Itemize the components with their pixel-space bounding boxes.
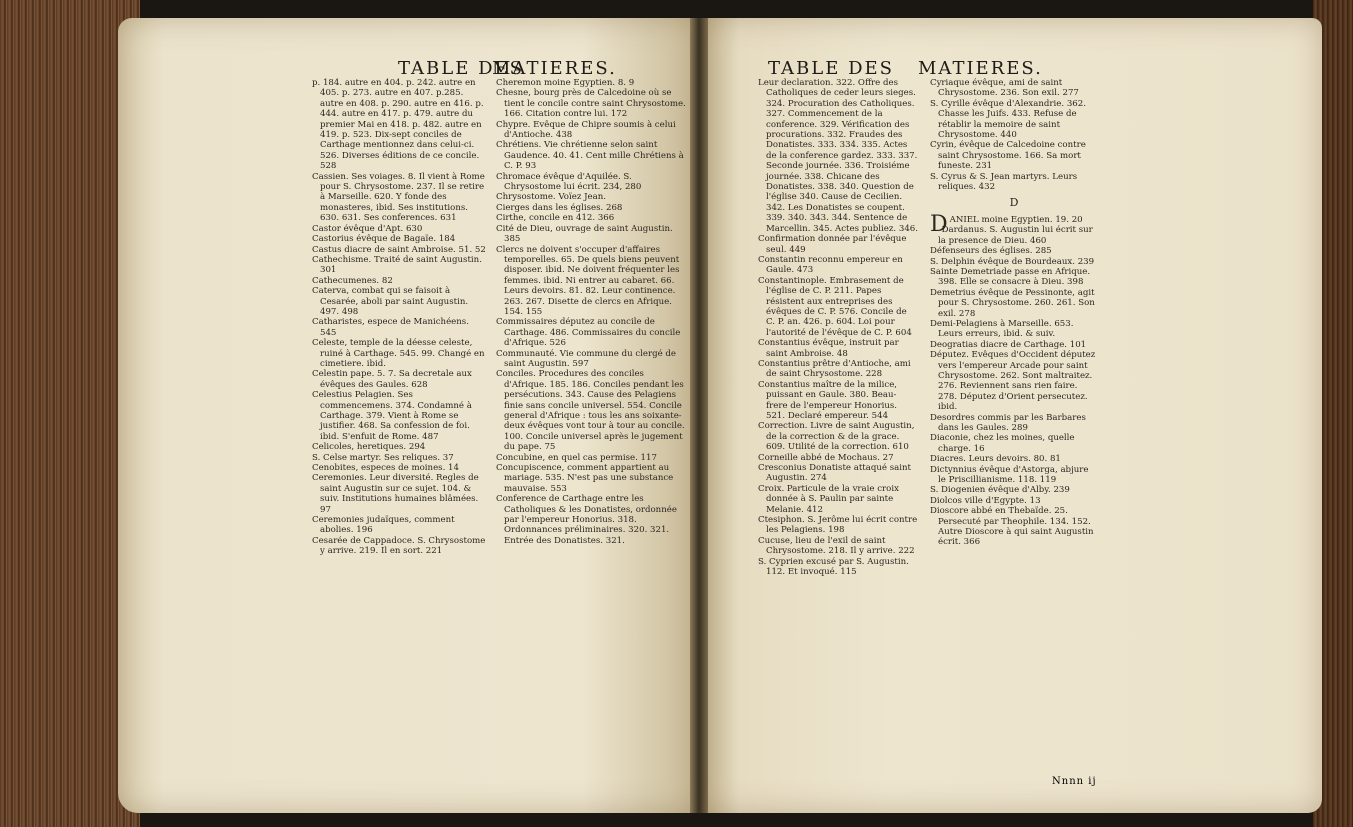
index-entry: Cirthe, concile en 412. 366 xyxy=(496,213,615,224)
index-entry: Chromace évêque d'Aquilée. S. Chrysostome lui écrit. 234, 280 xyxy=(496,171,642,193)
index-entry: Chrétiens. Vie chrétienne selon saint Gaudence. 40. 41. Cent mille Chrétiens à C. P. 93 xyxy=(496,140,684,172)
index-entry: Constantius évêque, instruit par saint Ambroise. 48 xyxy=(758,338,899,359)
index-entry: S. Cyrus & S. Jean martyrs. Leurs reliques. 432 xyxy=(930,171,1078,193)
header-left-part1: TABLE DES xyxy=(398,58,524,79)
index-entry: Clercs ne doivent s'occuper d'affaires temporelles. 65. De quels biens peuvent disposer. ibid. Ne doivent fréquenter les femmes. ibid. Ni entrer au cabaret. 66. Leurs devoirs. 81. 82. Leur continence. 263. 267. Disette de clercs en Afrique. 154. 155 xyxy=(496,244,680,317)
index-entry: Diacres. Leurs devoirs. 80. 81 xyxy=(930,454,1061,465)
index-entry: Confirmation donnée par l'évêque seul. 449 xyxy=(758,234,907,255)
index-entry: Constantinople. Embrasement de l'église de C. P. 211. Papes résistent aux entreprises des évêques de C. P. 576. Concile de C. P. an. 426. p. 604. Loi pour l'autorité de l'évêque de C. P. 604 xyxy=(758,275,912,338)
index-entry: Députez. Evêques d'Occident députez vers l'empereur Arcade pour saint Chrysostome. 262. Sont maltraitez. 276. Reviennent sans rien faire. 278. Députez d'Orient persecutez. ibid. xyxy=(930,350,1096,413)
index-entry: Cathechisme. Traité de saint Augustin. 301 xyxy=(312,254,482,276)
index-entry: Ceremonies. Leur diversité. Regles de saint Augustin sur ce sujet. 104. & suiv. Institutions humaines blâmées. 97 xyxy=(312,473,479,515)
index-entry: Demi-Pelagiens à Marseille. 653. Leurs erreurs, ibid. & suiv. xyxy=(930,318,1074,340)
index-entry: Cathecumenes. 82 xyxy=(312,275,393,286)
index-entry: Celestius Pelagien. Ses commencemens. 374. Condamné à Carthage. 379. Vient à Rome se justifier. 468. Sa confession de foi. ibid. S'enfuit de Rome. 487 xyxy=(312,390,472,442)
index-entry: Castorius évêque de Bagaïe. 184 xyxy=(312,234,456,245)
signature-mark: Nnnn ij xyxy=(1052,776,1097,787)
index-entry: Celestin pape. 5. 7. Sa decretale aux évêques des Gaules. 628 xyxy=(312,369,472,390)
index-entry: Celicoles, heretiques. 294 xyxy=(312,442,426,453)
index-entry: Leur declaration. 322. Offre des Catholiques de ceder leurs sieges. 324. Procuration des Catholiques. 327. Commencement de la conference. 329. Vérification des procurations. 332. Fraudes des Donatistes. 333. 334. 335. Actes de la conference gardez. 333. 337. Seconde journée. 336. Troisiéme journée. 338. Chicane des Donatistes. 338. 340. Question de l'église 340. Cause de Cecilien. 342. Les Donatistes se coupent. 339. 340. 343. 344. Sentence de Marcellin. 345. Actes publiez. 346. xyxy=(758,78,918,234)
book-gutter xyxy=(690,18,708,813)
index-entry: S. Delphin évêque de Bourdeaux. 239 xyxy=(930,256,1095,267)
index-entry: S. Cyrille évêque d'Alexandrie. 362. Chasse les Juifs. 433. Refuse de rétablir la memoire de saint Chrysostome. 440 xyxy=(930,98,1086,141)
index-entry: Demetrius évêque de Pessinonte, agit pour S. Chrysostome. 260. 261. Son exil. 278 xyxy=(930,287,1095,319)
index-entry: Caterva, combat qui se faisoit à Cesarée, aboli par saint Augustin. 497. 498 xyxy=(312,286,469,317)
index-entry: Chypre. Evêque de Chipre soumis à celui d'Antioche. 438 xyxy=(496,119,676,141)
index-entry: Conference de Carthage entre les Catholiques & les Donatistes, ordonnée par l'empereur Honorius. 318. Ordonnances préliminaires. 320. 321. Entrée des Donatistes. 321. xyxy=(496,494,677,546)
index-entry: Ceremonies judaïques, comment abolies. 196 xyxy=(312,515,455,536)
index-entry: Chesne, bourg près de Calcedoine où se tient le concile contre saint Chrysostome. 166. Citation contre lui. 172 xyxy=(496,88,686,120)
index-entry: Corneille abbé de Mochaus. 27 xyxy=(758,452,894,463)
index-entry: Concubine, en quel cas permise. 117 xyxy=(496,452,657,463)
header-right-part2: MATIERES. xyxy=(918,58,1043,79)
index-entry: S. Cyprien excusé par S. Augustin. 112. Et invoqué. 115 xyxy=(758,556,909,578)
index-entry: Constantin reconnu empereur en Gaule. 473 xyxy=(758,254,903,276)
index-entry: Constantius prêtre d'Antioche, ami de saint Chrysostome. 228 xyxy=(758,358,911,380)
index-entry: Dictynnius évêque d'Astorga, abjure le Priscillianisme. 118. 119 xyxy=(930,464,1089,486)
index-entry: Ctesiphon. S. Jerôme lui écrit contre les Pelagiens. 198 xyxy=(758,515,918,536)
header-left-part2: MATIERES. xyxy=(492,58,617,79)
index-entry: p. 184. autre en 404. p. 242. autre en 405. p. 273. autre en 407. p.285. autre en 408. p. 290. autre en 416. p. 444. autre en 417. p. 479. autre du premier Mai en 418. p. 482. autre en 419. p. 523. Dix-sept conciles de Carthage mentionnez dans celui-ci. 526. Diverses éditions de ce concile. 528 xyxy=(312,78,484,172)
index-entry: Dioscore abbé en Thebaïde. 25. Persecuté par Theophile. 134. 152. Autre Dioscore à qui saint Augustin écrit. 366 xyxy=(930,506,1094,548)
index-column-3 xyxy=(758,78,918,578)
index-entry: Croix. Particule de la vraie croix donnée à S. Paulin par sainte Melanie. 412 xyxy=(758,483,899,515)
index-column-4 xyxy=(930,78,1098,548)
index-entry: Défenseurs des églises. 285 xyxy=(930,246,1052,257)
index-entry: S. Celse martyr. Ses reliques. 37 xyxy=(312,452,454,463)
index-column-1 xyxy=(312,78,488,557)
index-entry: Sainte Demetriade passe en Afrique. 398. Elle se consacre à Dieu. 398 xyxy=(930,266,1091,288)
section-letter-d: D xyxy=(1009,196,1019,210)
index-entry: Celeste, temple de la déesse celeste, ruiné à Carthage. 545. 99. Changé en cimetiere. ibid. xyxy=(312,338,485,369)
index-entry: Cyriaque évêque, ami de saint Chrysostome. 236. Son exil. 277 xyxy=(930,78,1079,99)
index-entry: Diolcos ville d'Egypte. 13 xyxy=(930,495,1041,506)
index-entry: ANIEL moine Egyptien. 19. 20 xyxy=(949,214,1083,225)
index-entry: Catharistes, espece de Manichéens. 545 xyxy=(312,317,469,338)
index-entry: Cierges dans les églises. 268 xyxy=(496,202,623,213)
index-entry: S. Diogenien évêque d'Alby. 239 xyxy=(930,485,1070,496)
index-entry: Commissaires députez au concile de Carthage. 486. Commissaires du concile d'Afrique. 526 xyxy=(496,317,681,349)
index-entry: Cresconius Donatiste attaqué saint Augustin. 274 xyxy=(758,463,912,484)
index-entry: Conciles. Procedures des conciles d'Afrique. 185. 186. Conciles pendant les persécutions. 343. Cause des Pelagiens finie sans concile universel. 554. Concile general d'Afrique : tous les ans soixante-deux évêques vont tour à tour au concile. 100. Concile universel après le jugement du pape. 75 xyxy=(496,369,685,453)
index-entry: Cheremon moine Egyptien. 8. 9 xyxy=(496,78,635,88)
index-entry: Communauté. Vie commune du clergé de saint Augustin. 597 xyxy=(496,348,676,369)
index-entry: Cenobites, especes de moines. 14 xyxy=(312,463,459,474)
index-entry: Diaconie, chez les moines, quelle charge. 16 xyxy=(930,433,1075,454)
index-entry: Castus diacre de saint Ambroise. 51. 52 xyxy=(312,244,486,255)
index-entry: Chrysostome. Voïez Jean. xyxy=(496,192,606,203)
index-entry: Cité de Dieu, ouvrage de saint Augustin. 385 xyxy=(496,223,673,245)
index-entry: Constantius maître de la milice, puissant en Gaule. 380. Beau-frere de l'empereur Honorius. 521. Declaré empereur. 544 xyxy=(758,379,898,421)
index-entry: Cesarée de Cappadoce. S. Chrysostome y arrive. 219. Il en sort. 221 xyxy=(312,535,486,557)
index-entry: Cassien. Ses voiages. 8. Il vient à Rome pour S. Chrysostome. 237. Il se retire à Marseille. 620. Y fonde des monasteres, ibid. Ses institutions. 630. 631. Ses conferences. 631 xyxy=(312,171,485,224)
index-entry: Deogratias diacre de Carthage. 101 xyxy=(930,339,1087,350)
index-column-2 xyxy=(496,78,686,546)
index-entry: Cucuse, lieu de l'exil de saint Chrysostome. 218. Il y arrive. 222 xyxy=(758,535,915,557)
index-entry: Correction. Livre de saint Augustin, de la correction & de la grace. 609. Utilité de la correction. 610 xyxy=(758,421,915,453)
header-right-part1: TABLE DES xyxy=(768,58,894,79)
dropcap-d: D xyxy=(930,211,948,237)
index-entry: Desordres commis par les Barbares dans les Gaules. 289 xyxy=(930,412,1086,433)
index-entry: Castor évêque d'Apt. 630 xyxy=(312,223,423,234)
index-entry: Dardanus. S. Augustin lui écrit sur la presence de Dieu. 460 xyxy=(938,225,1093,246)
index-entry: Concupiscence, comment appartient au mariage. 535. N'est pas une substance mauvaise. 553 xyxy=(496,463,674,494)
index-entry: Cyrin, évêque de Calcedoine contre saint Chrysostome. 166. Sa mort funeste. 231 xyxy=(930,140,1086,172)
